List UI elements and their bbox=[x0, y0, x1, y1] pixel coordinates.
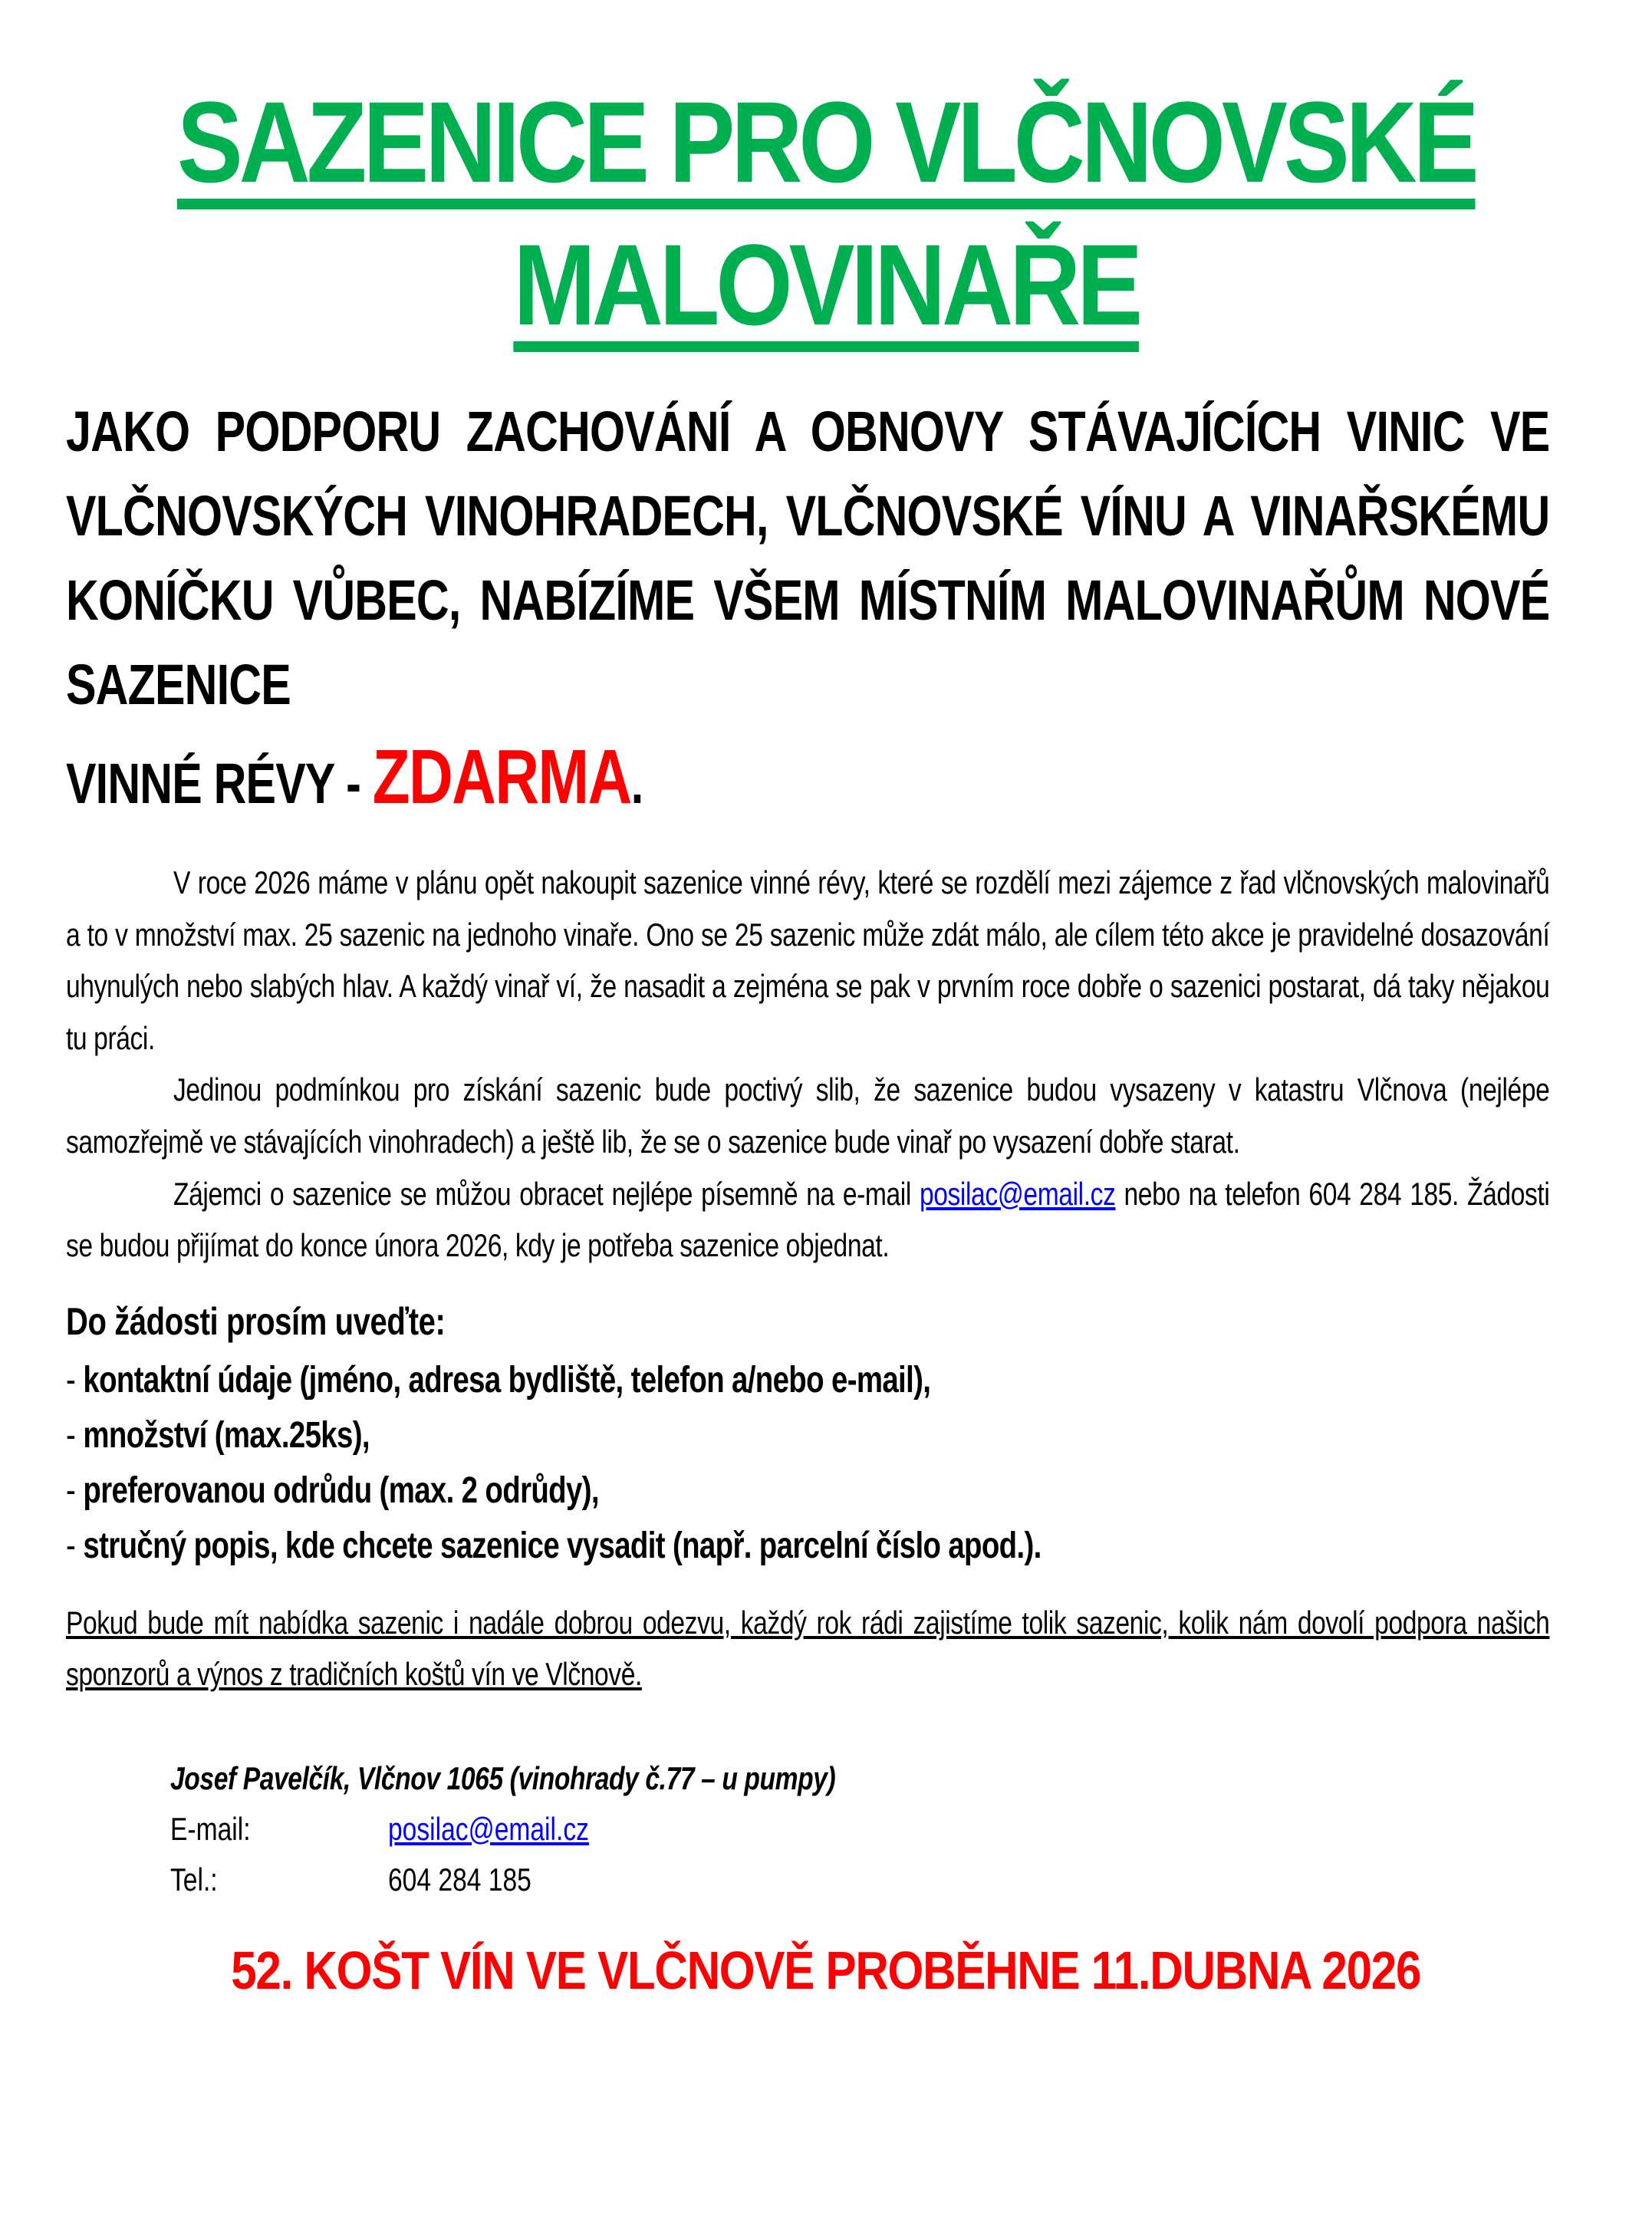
title-line-1 bbox=[0, 71, 1652, 213]
list-dash: - bbox=[66, 1359, 76, 1400]
list-item-text: preferovanou odrůdu (max. 2 odrůdy), bbox=[83, 1470, 599, 1511]
requirements-list bbox=[66, 1353, 1549, 1574]
lead-last-line bbox=[66, 735, 1549, 826]
title-line-2 bbox=[0, 213, 1652, 356]
body-text bbox=[66, 857, 1549, 1272]
email-link[interactable]: posilac@email.cz bbox=[919, 1175, 1116, 1212]
lead-text: JAKO PODPORU ZACHOVÁNÍ A OBNOVY STÁVAJÍCÍCH VINIC VE VLČNOVSKÝCH VINOHRADECH, VLČNOVSKÉ VÍNU A VINAŘSKÉMU KONÍČKU VŮBEC, NABÍZÍME VŠEM MÍSTNÍM MALOVINAŘŮM NOVÉ SAZENICE bbox=[66, 400, 1550, 716]
lead-last-suffix: . bbox=[630, 752, 643, 815]
signature-tel-row bbox=[170, 1855, 1459, 1905]
body-p3-before: Zájemci o sazenice se můžou obracet nejlépe písemně na e-mail bbox=[173, 1175, 920, 1212]
closing-note-wrapper bbox=[66, 1597, 1549, 1700]
email-label: E-mail: bbox=[170, 1810, 251, 1847]
title-line-1-inner bbox=[177, 71, 1476, 213]
list-item-text: kontaktní údaje (jméno, adresa bydliště, telefon a/nebo e-mail), bbox=[83, 1359, 931, 1400]
tel-label: Tel.: bbox=[170, 1861, 218, 1898]
title-line-2-inner bbox=[513, 213, 1139, 356]
list-item bbox=[66, 1463, 1549, 1519]
signature-block bbox=[170, 1753, 1459, 1905]
list-item bbox=[66, 1408, 1549, 1463]
title-text-2: MALOVINAŘE bbox=[513, 220, 1139, 349]
list-dash: - bbox=[66, 1525, 76, 1566]
list-dash: - bbox=[66, 1470, 76, 1511]
lead-paragraph bbox=[66, 390, 1549, 826]
signature-wrapper bbox=[170, 1753, 1652, 1905]
lead-section bbox=[66, 390, 1549, 826]
list-item-text: množství (max.25ks), bbox=[83, 1414, 370, 1456]
tel-value: 604 284 185 bbox=[388, 1861, 531, 1898]
list-dash: - bbox=[66, 1414, 76, 1456]
footer-text: 52. KOŠT VÍN VE VLČNOVĚ PROBĚHNE 11.DUBNA 2026 bbox=[231, 1940, 1421, 2000]
closing-note: Pokud bude mít nabídka sazenic i nadále dobrou odezvu, každý rok rádi zajistíme tolik sazenic, kolik nám dovolí podpora našich sponzorů a výnos z tradičních koštů vín ve Vlčnově. bbox=[66, 1604, 1550, 1692]
footer-announcement bbox=[0, 1936, 1652, 2005]
title-text-1: SAZENICE PRO VLČNOVSKÉ bbox=[176, 77, 1476, 206]
requirements-section bbox=[66, 1295, 1549, 1574]
body-p3-after: nebo na telefon 604 284 185. Žádosti se budou přijímat do konce února 2026, kdy je potřeba sazenice objednat. bbox=[66, 1175, 1550, 1264]
requirements-heading: Do žádosti prosím uveďte: bbox=[66, 1299, 446, 1343]
list-item bbox=[66, 1353, 1549, 1408]
lead-last-prefix: VINNÉ RÉVY - bbox=[66, 752, 373, 815]
signature-email-row bbox=[170, 1804, 1459, 1855]
signature-email-link[interactable]: posilac@email.cz bbox=[388, 1810, 589, 1847]
requirements-wrapper bbox=[66, 1295, 1549, 1574]
list-item-text: stručný popis, kde chcete sazenice vysadit (např. parcelní číslo apod.). bbox=[83, 1525, 1042, 1566]
body-paragraph-2: Jedinou podmínkou pro získání sazenic bude poctivý slib, že sazenice budou vysazeny v katastru Vlčnova (nejlépe samozřejmě ve stávajících vinohradech) a ještě lib, že se o sazenice bude vinař po vysazení dobře starat. bbox=[66, 1071, 1550, 1160]
body-paragraph-3 bbox=[66, 1168, 1549, 1272]
free-highlight: ZDARMA bbox=[372, 734, 631, 820]
list-item bbox=[66, 1519, 1549, 1574]
signature-name: Josef Pavelčík, Vlčnov 1065 (vinohrady č.77 – u pumpy) bbox=[170, 1759, 836, 1796]
body-section bbox=[66, 857, 1549, 1272]
body-paragraph-1: V roce 2026 máme v plánu opět nakoupit sazenice vinné révy, které se rozdělí mezi zájemce z řad vlčnovských malovinařů a to v množství max. 25 sazenic na jednoho vinaře. Ono se 25 sazenic může zdát málo, ale cílem této akce je pravidelné dosazování uhynulých nebo slabých hlav. A každý vinař ví, že nasadit a zejména se pak v prvním roce dobře o sazenici postarat, dá taky nějakou tu práci. bbox=[66, 864, 1550, 1056]
